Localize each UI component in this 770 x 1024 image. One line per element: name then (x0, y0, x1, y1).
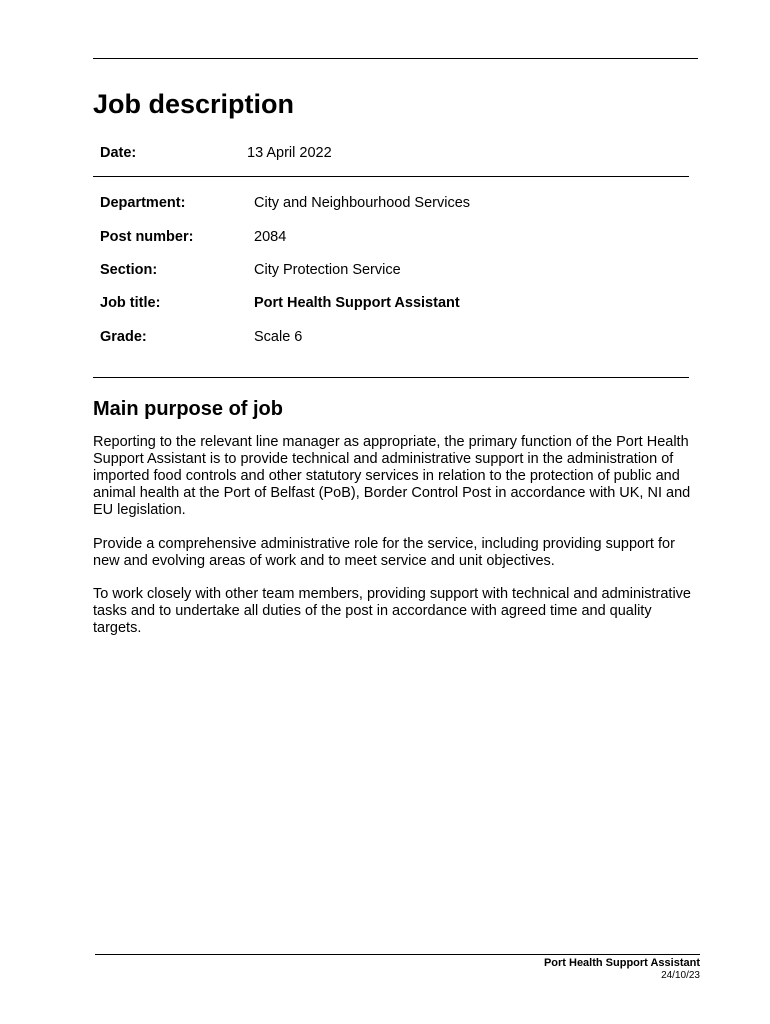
page-title: Job description (93, 89, 295, 119)
job-title-value: Port Health Support Assistant (254, 295, 460, 311)
department-value: City and Neighbourhood Services (254, 195, 471, 211)
section-value: City Protection Service (254, 262, 401, 278)
post-number-label: Post number: (100, 229, 194, 245)
grade-label: Grade: (100, 329, 147, 345)
post-number-value: 2084 (254, 229, 287, 245)
job-title-label: Job title: (100, 295, 161, 311)
department-label: Department: (100, 195, 186, 211)
date-value: 13 April 2022 (247, 145, 332, 161)
main-purpose-paragraph: To work closely with other team members, providing support with technical and administrative tasks and to undertake all duties of the post in accordance with agreed time and quality targets. (93, 586, 691, 636)
main-purpose-paragraph: Provide a comprehensive administrative role for the service, including providing support for new and evolving areas of work and to meet service and unit objectives. (93, 536, 675, 569)
main-purpose-heading: Main purpose of job (93, 398, 283, 420)
date-divider (93, 176, 689, 177)
header-divider (93, 58, 698, 59)
main-purpose-paragraph: Reporting to the relevant line manager as appropriate, the primary function of the Port Health Support Assistant is to provide technical and administrative support in the administration of imported food controls and other statutory services in relation to the protection of public and animal health at the Port of Belfast (PoB), Border Control Post in accordance with UK, NI and EU legislation. (93, 434, 691, 518)
grade-value: Scale 6 (254, 329, 303, 345)
footer-divider (95, 954, 700, 955)
details-divider (93, 377, 689, 378)
section-label: Section: (100, 262, 158, 278)
footer-job-title: Port Health Support Assistant (543, 957, 700, 969)
footer-date: 24/10/23 (661, 970, 700, 981)
date-label: Date: (100, 145, 137, 161)
